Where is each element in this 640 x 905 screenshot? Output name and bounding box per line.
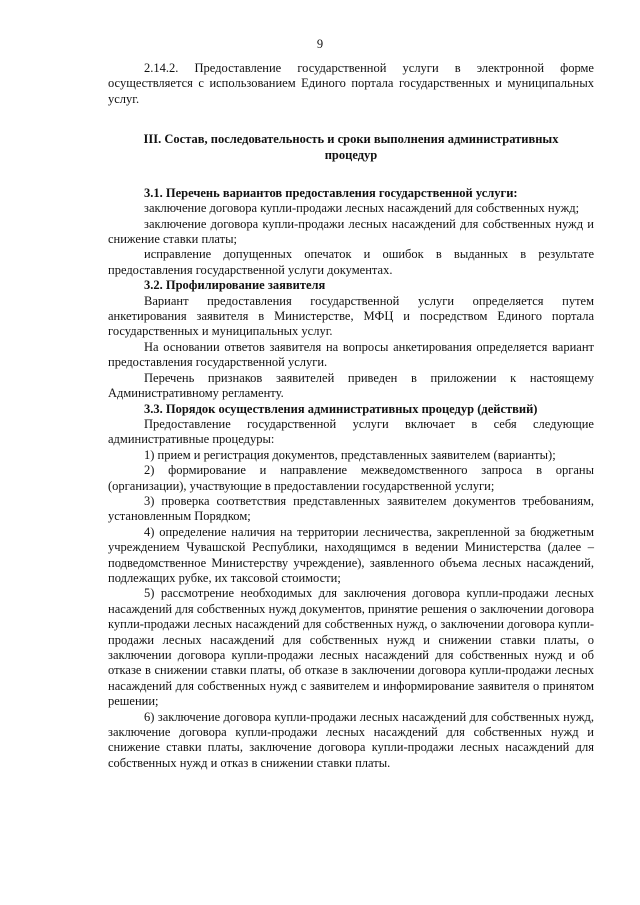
heading-3-3: 3.3. Порядок осуществления административных процедур (действий) [144,401,538,416]
procedure-item: 5) рассмотрение необходимых для заключения договора купли-продажи лесных насаждений для собственных нужд документов, принятие решения о заключении договора купли-продажи лесных насаждений для собственных нужд, о заключении договора купли-продажи лесных насаждений для собственных нужд и снижении ставки платы, о заключении договора купли-продажи лесных насаждений для собственных нужд и об отказе в снижении ставки платы, об отказе в заключении договора купли-продажи лесных насаждений для собственных нужд с заявителем и информирование заявителя о принятом решении; [108,586,594,709]
document-body [108,61,594,771]
variant-item: заключение договора купли-продажи лесных насаждений для собственных нужд и снижение ставки платы; [108,216,594,247]
section-title: III. Состав, последовательность и сроки выполнения административных процедур [143,132,559,163]
variant-item: исправление допущенных опечаток и ошибок в выданных в результате предоставления государственной услуги документах. [108,247,594,277]
procedure-item: 1) прием и регистрация документов, представленных заявителем (варианты); [144,447,556,462]
procedure-item: 4) определение наличия на территории лесничества, закрепленной за бюджетным учреждением Чувашской Республики, находящимся в ведении Министерства (далее – подведомственное Министерству учреждение), заявленного объема лесных насаждений, подлежащих рубке, их таксовой стоимости; [108,524,594,585]
heading-3-2: 3.2. Профилирование заявителя [144,278,326,293]
profiling-paragraph: На основании ответов заявителя на вопросы анкетирования определяется вариант предоставления государственной услуги. [108,339,594,370]
profiling-paragraph: Вариант предоставления государственной услуги определяется путем анкетирования заявителя в Министерстве, МФЦ и посредством Единого портала государственных и муниципальных услуг. [108,293,594,339]
heading-3-1: 3.1. Перечень вариантов предоставления государственной услуги: [144,185,518,200]
procedure-item: 3) проверка соответствия представленных заявителем документов требованиям, установленным Порядком; [108,493,594,524]
variant-item: заключение договора купли-продажи лесных насаждений для собственных нужд; [144,201,580,216]
procedures-lead: Предоставление государственной услуги включает в себя следующие административные процедуры: [108,416,594,447]
page-number: 9 [316,37,324,51]
procedure-item: 2) формирование и направление межведомственного запроса в органы (организации), участвующие в предоставлении государственной услуги; [108,463,594,493]
intro-paragraph: 2.14.2. Предоставление государственной услуги в электронной форме осуществляется с использованием Единого портала государственных и муниципальных услуг. [108,61,594,106]
profiling-paragraph: Перечень признаков заявителей приведен в приложении к настоящему Административному регламенту. [108,370,594,401]
procedure-item: 6) заключение договора купли-продажи лесных насаждений для собственных нужд, заключение договора купли-продажи лесных насаждений для собственных нужд и снижение ставки платы, заключение договора купли-продажи лесных насаждений для собственных нужд и отказ в снижении ставки платы. [108,709,594,770]
